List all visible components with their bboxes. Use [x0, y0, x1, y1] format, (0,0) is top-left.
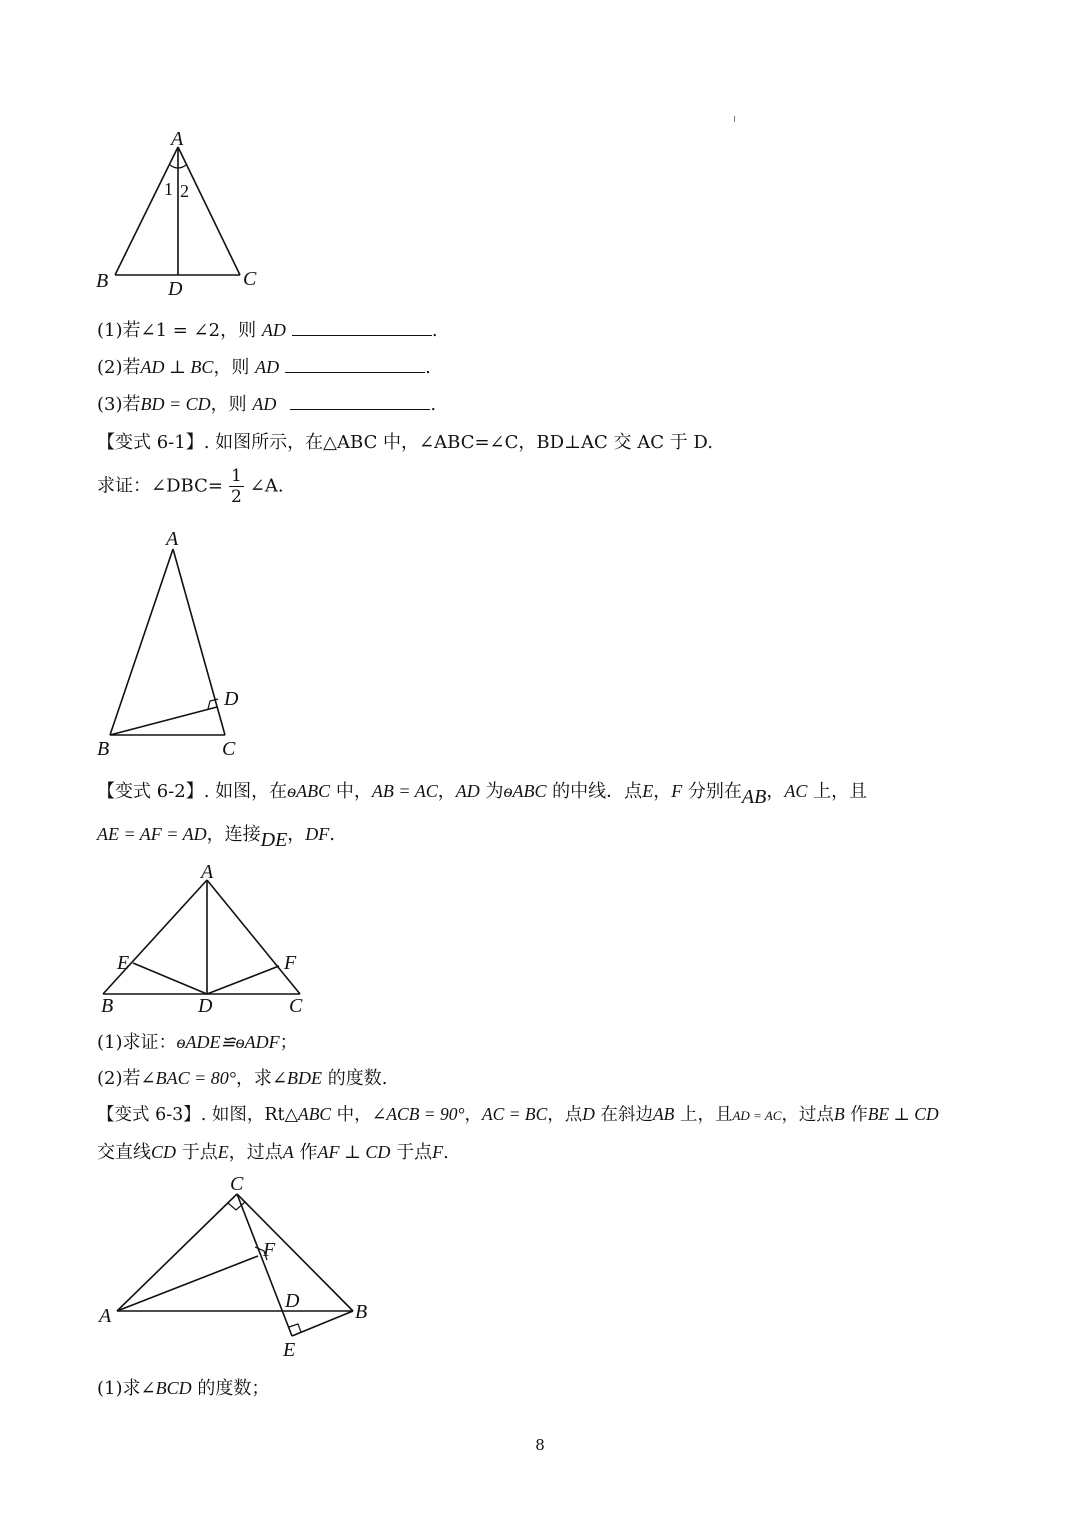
fig1-label-d: D: [168, 278, 183, 300]
fig2-label-c: C: [222, 738, 236, 760]
fig1-label-a: A: [171, 128, 184, 150]
question-6-2-2: (2)若∠BAC = 80°，求∠BDE 的度数.: [97, 1068, 388, 1089]
fig2-label-d: D: [224, 688, 239, 710]
fig2-label-b: B: [97, 738, 110, 760]
fig3-label-b: B: [101, 995, 114, 1017]
variant-6-3-cont: 交直线CD 于点E，过点A 作AF ⊥ CD 于点F.: [97, 1142, 449, 1163]
fig3-label-e: E: [117, 952, 130, 974]
figure-triangle-bd-perp: [90, 525, 260, 760]
proof-statement-6-1: 求证：∠DBC= $\frac{1}{2}$ ∠A.: [97, 466, 284, 507]
stray-mark: [734, 116, 735, 122]
fig3-label-d: D: [198, 995, 213, 1017]
answer-blank-1[interactable]: [292, 321, 432, 336]
answer-blank-3[interactable]: [290, 395, 430, 410]
fig1-angle-1: 1: [164, 179, 173, 199]
question-2: (2)若AD ⊥ BC，则 AD .: [97, 357, 431, 378]
page-number: 8: [535, 1436, 545, 1454]
fig3-label-c: C: [289, 995, 303, 1017]
fig4-label-b: B: [355, 1301, 368, 1323]
figure-triangle-ade-adf: [95, 858, 320, 1018]
fig1-angle-2: 2: [180, 181, 189, 201]
fig4-label-c: C: [230, 1173, 244, 1195]
figure-right-triangle-cd: [95, 1170, 380, 1365]
fig1-label-b: B: [96, 270, 109, 292]
variant-6-2-cont: AE = AF = AD，连接DE，DF.: [97, 824, 336, 851]
fig2-label-a: A: [166, 528, 179, 550]
question-3: (3)若BD = CD，则 AD .: [97, 394, 437, 415]
variant-6-1: 【变式 6-1】. 如图所示，在△ABC 中，∠ABC=∠C，BD⊥AC 交 AC 于 D.: [97, 432, 713, 453]
variant-6-3: 【变式 6-3】. 如图，Rt△ABC 中，∠ACB = 90°，AC = BC，点D 在斜边AB 上，且AD = AC，过点B 作BE ⊥ CD: [97, 1104, 939, 1125]
figure-isosceles-triangle: [90, 125, 280, 300]
variant-6-2: 【变式 6-2】. 如图，在ѳABC 中，AB = AC，AD 为ѳABC 的中线．点E，F 分别在AB，AC 上，且: [97, 781, 868, 808]
question-6-2-1: (1)求证：ѳADE≌ѳADF；: [97, 1032, 298, 1053]
fig3-label-a: A: [201, 861, 214, 883]
fig4-label-e: E: [283, 1339, 296, 1361]
question-1: (1)若∠1 = ∠2，则 AD .: [97, 320, 438, 341]
fig3-label-f: F: [284, 952, 297, 974]
fig4-label-a: A: [99, 1305, 112, 1327]
answer-blank-2[interactable]: [285, 358, 425, 373]
fig4-label-f: F: [263, 1239, 276, 1261]
question-6-3-1: (1)求∠BCD 的度数；: [97, 1378, 270, 1399]
fig1-label-c: C: [243, 268, 257, 290]
fig4-label-d: D: [285, 1290, 300, 1312]
fraction-half: $\frac{1}{2}$: [230, 466, 242, 507]
